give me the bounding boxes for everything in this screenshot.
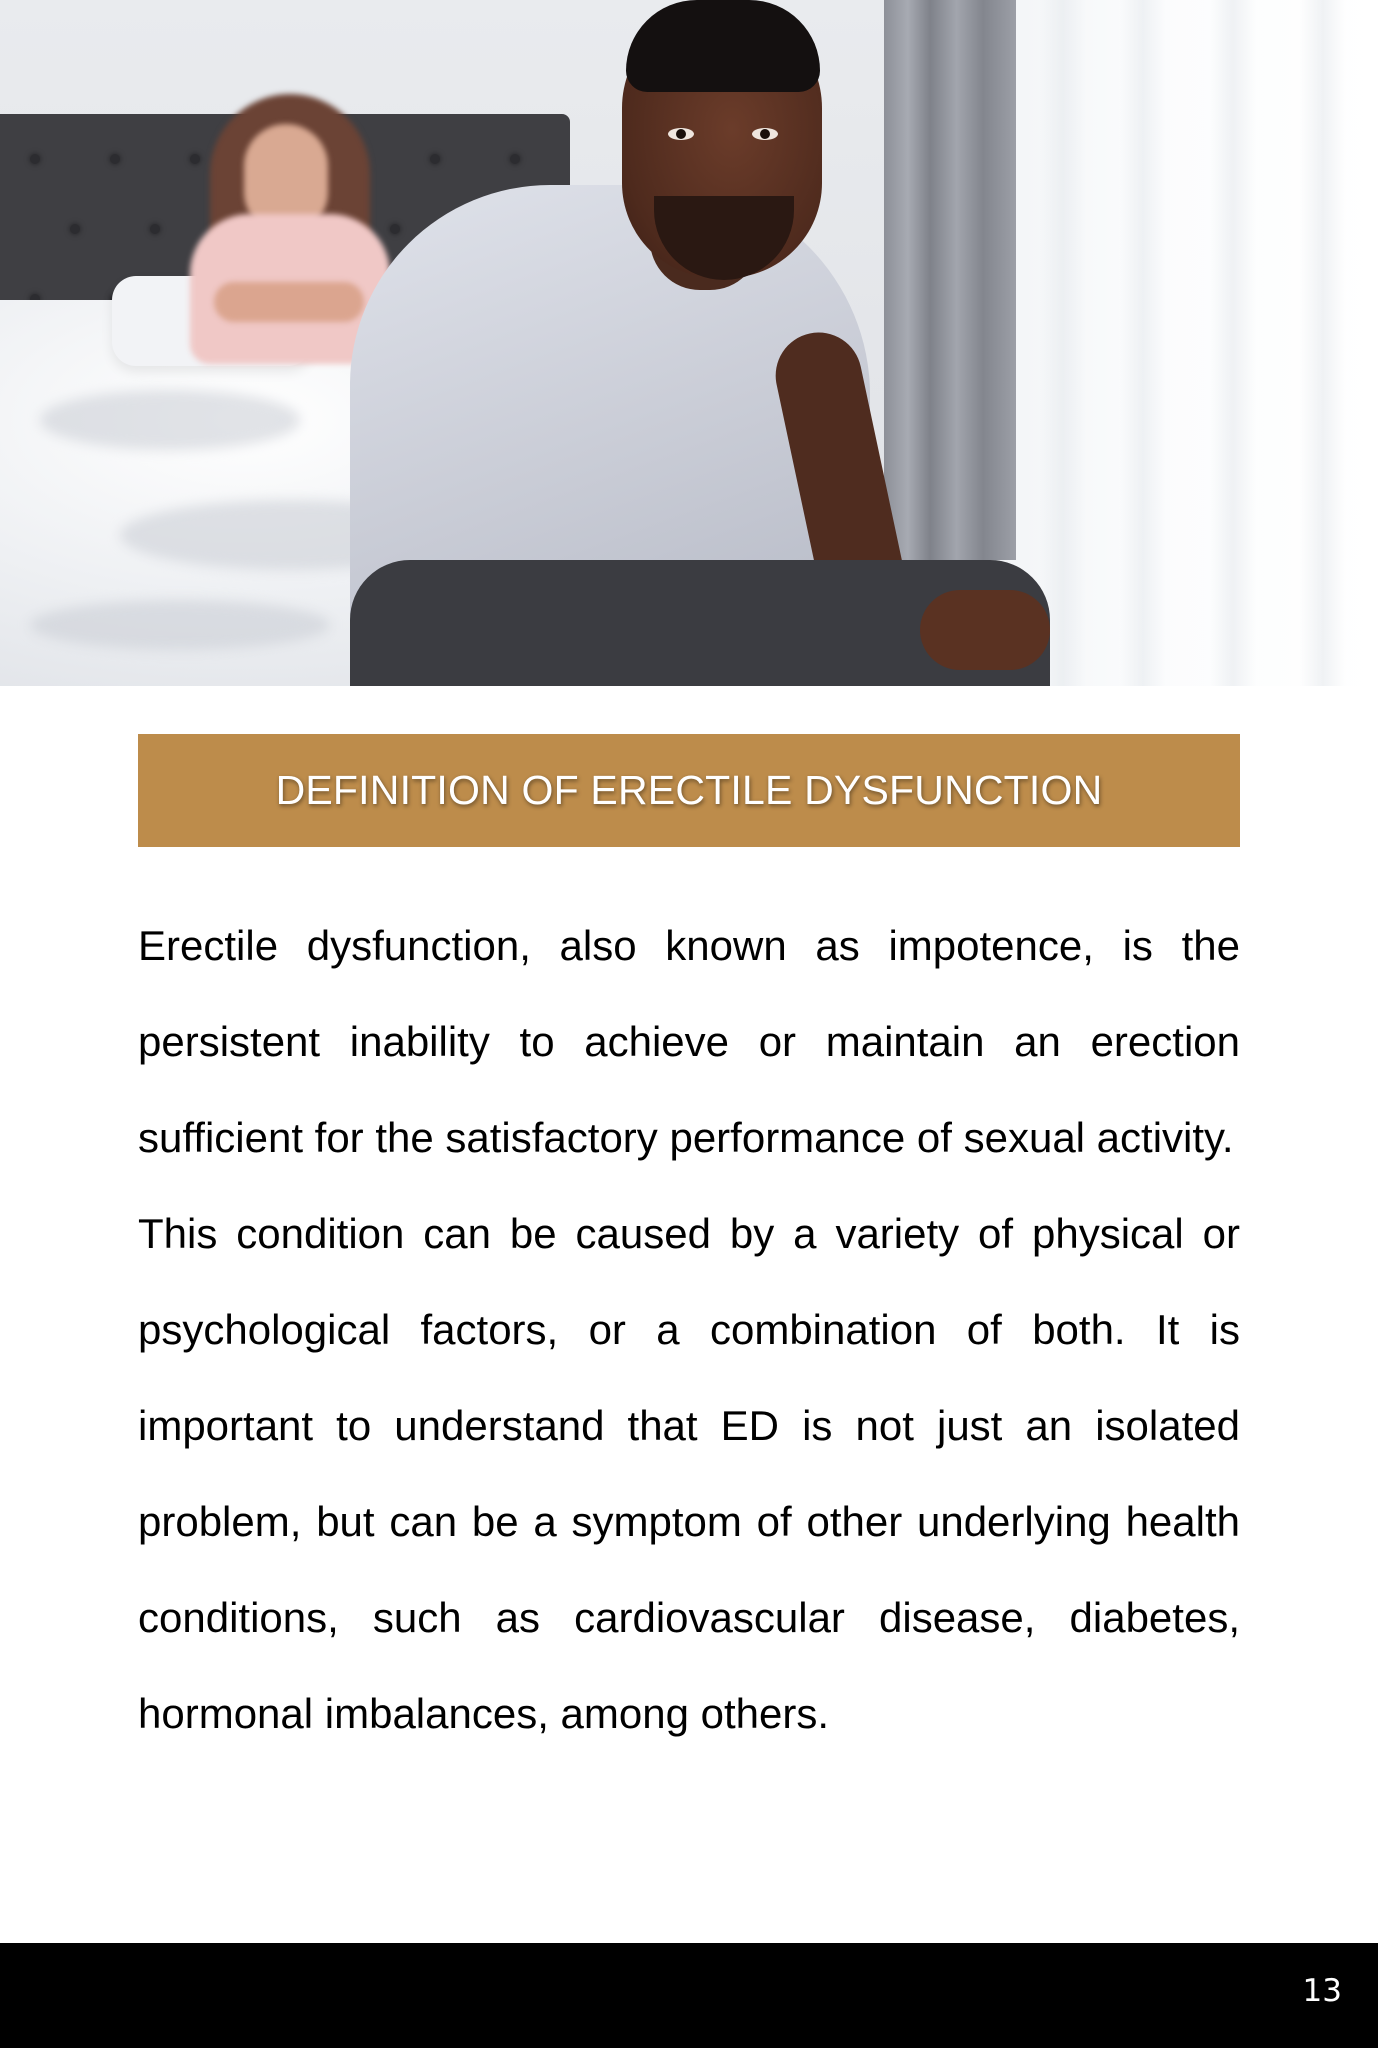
page-number: 13 xyxy=(1302,1973,1342,2009)
grey-curtain xyxy=(884,0,1016,560)
section-heading-banner xyxy=(138,734,1240,847)
hero-photo xyxy=(0,0,1378,686)
section-heading: DEFINITION OF ERECTILE DYSFUNCTION xyxy=(275,767,1103,813)
body-text xyxy=(138,898,1240,1762)
paragraph: This condition can be caused by a variety of physical or psychological factors, or a combination of both. It is important to understand that ED is not just an isolated problem, but can be a symptom of other underlying health conditions, such as cardiovascular disease, diabetes, hormonal imbalances, among others. xyxy=(138,1210,1240,1737)
window-light xyxy=(1000,0,1378,686)
paragraph: Erectile dysfunction, also known as impotence, is the persistent inability to achieve or maintain an erection sufficient for the satisfactory performance of sexual activity. xyxy=(138,922,1240,1161)
page-footer xyxy=(0,1943,1378,2048)
